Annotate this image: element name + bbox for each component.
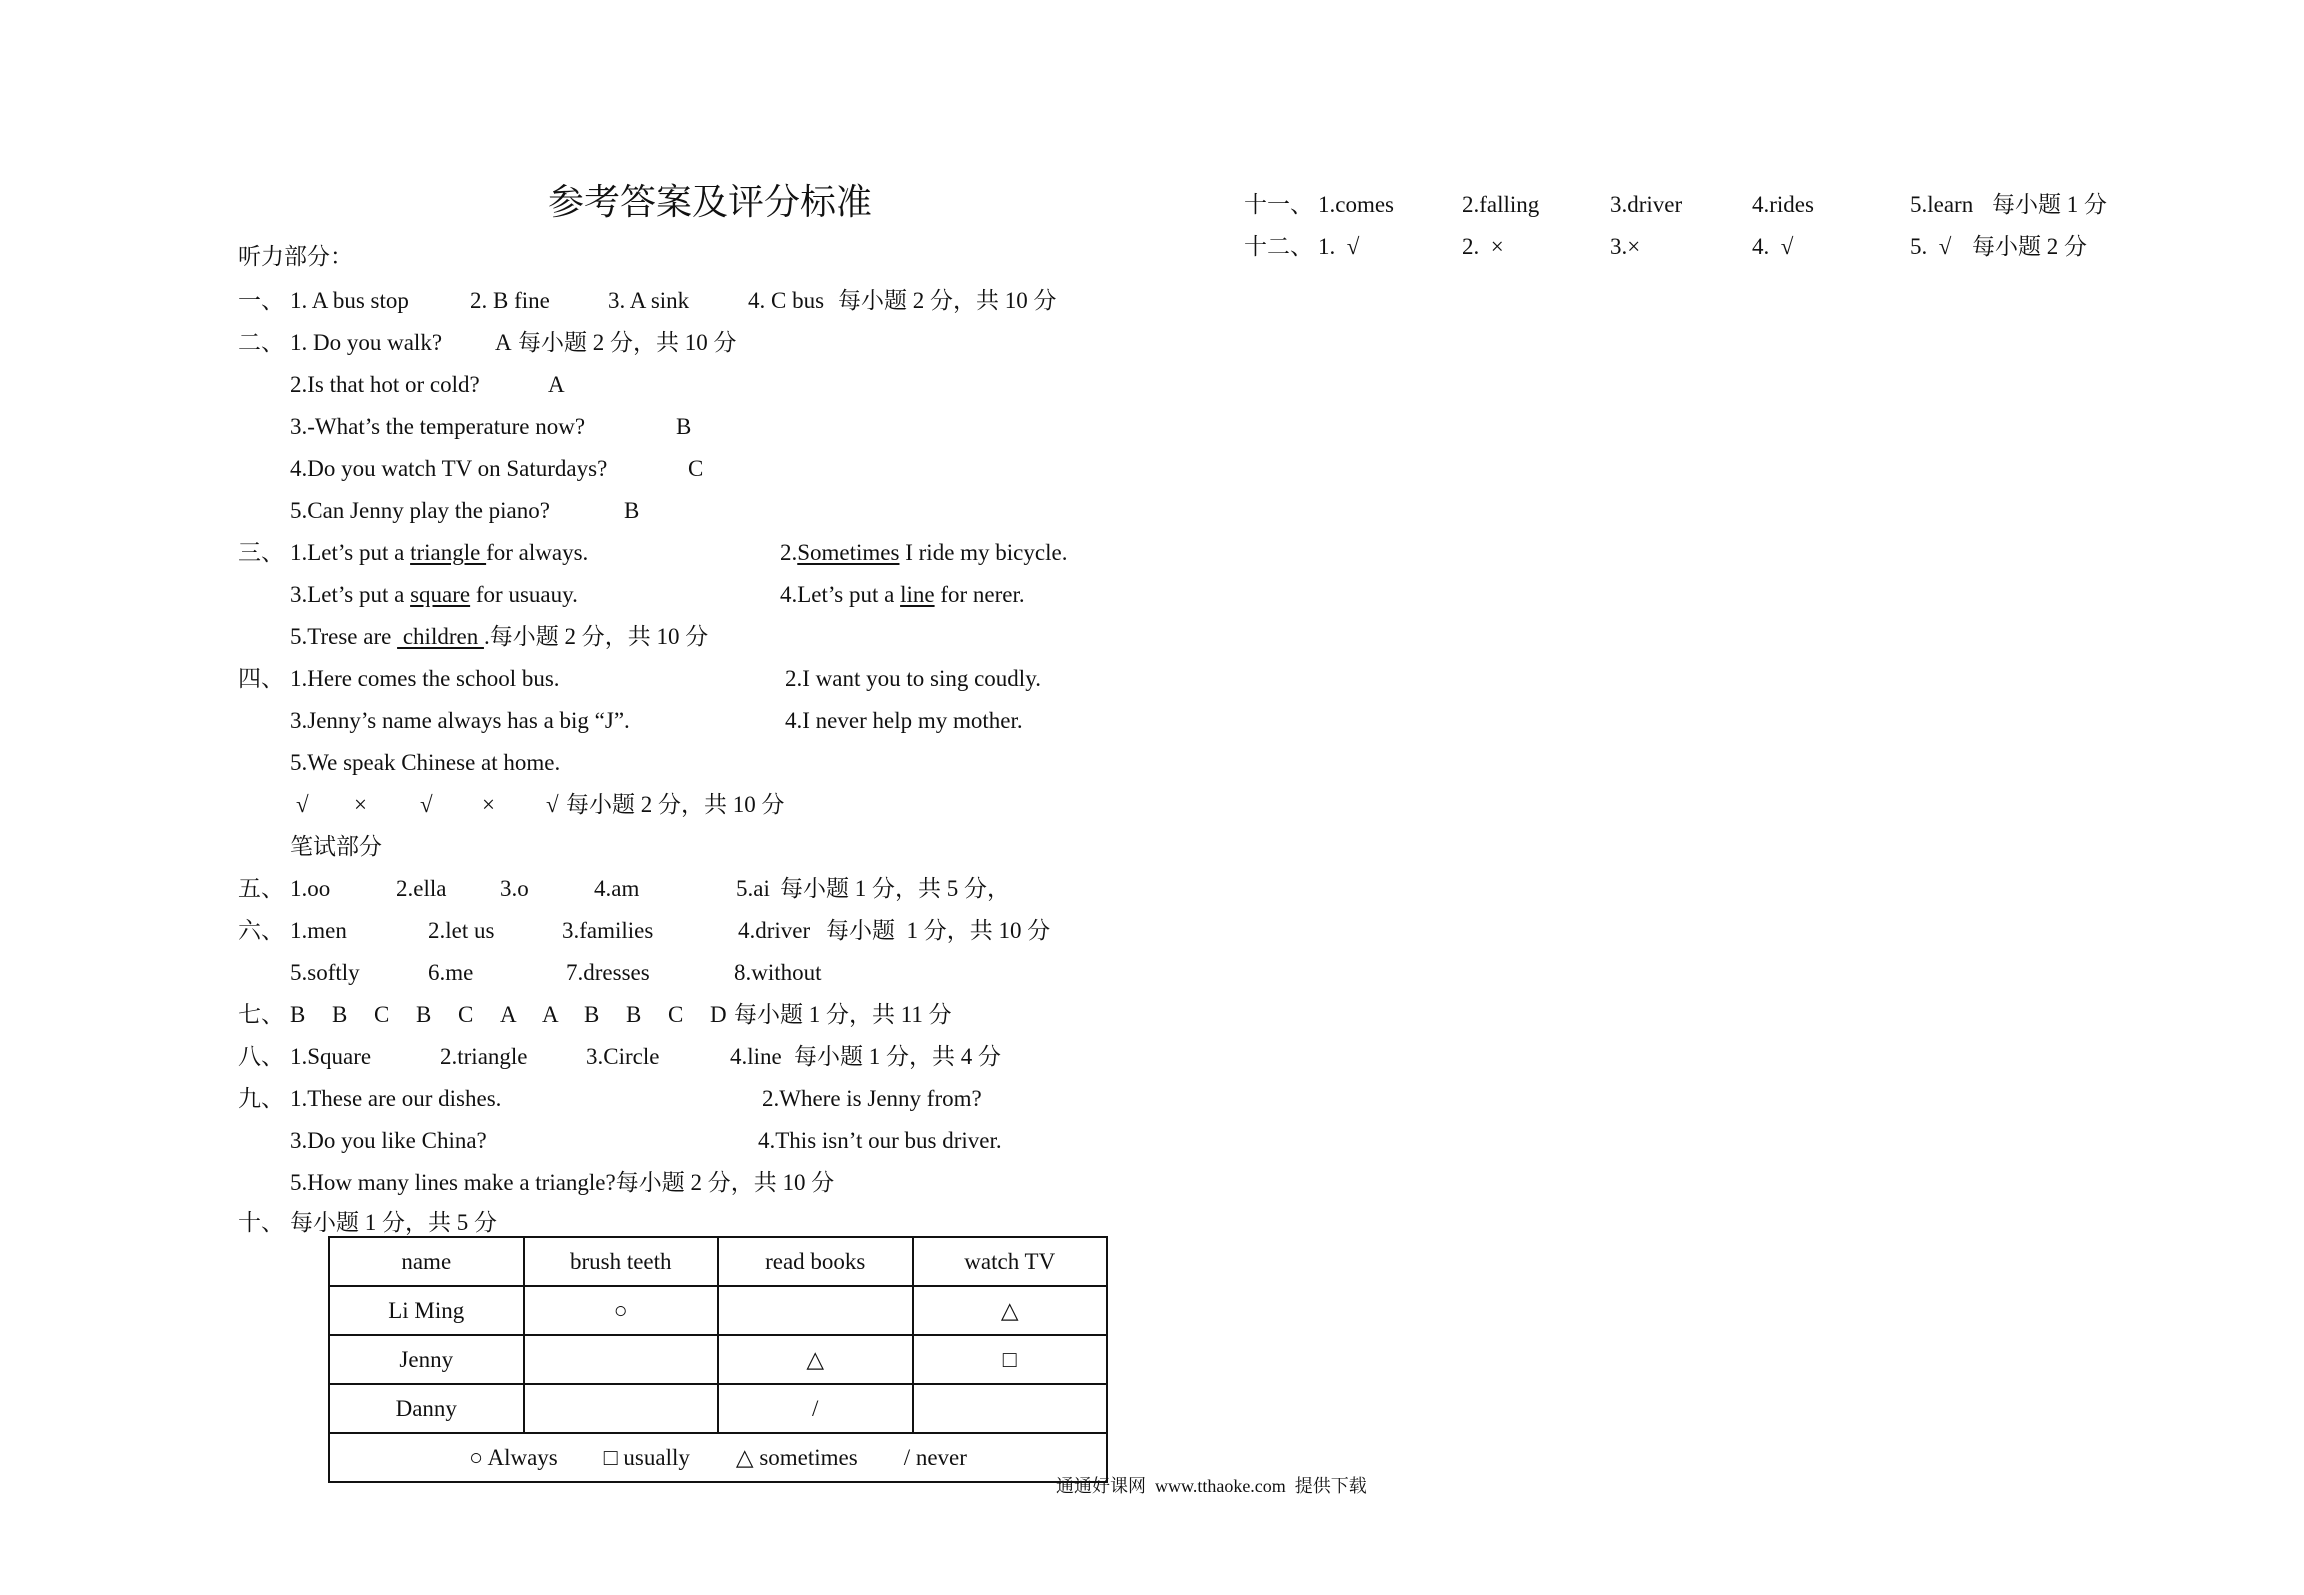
q5-item: 3.o [500,876,529,901]
table-cell [718,1286,913,1335]
q12-item: 3.× [1610,234,1641,259]
q6-item: 7.dresses [566,960,650,985]
q1-item: 1. A bus stop [290,288,409,313]
q10-label: 十、 [238,1210,284,1235]
q5-item: 1.oo [290,876,331,901]
table-row [329,1384,1107,1433]
q2-answer: B [624,498,640,523]
table-cell: ○ [524,1286,719,1335]
table-cell [524,1335,719,1384]
q1-score: 每小题 2 分，共 10 分 [838,288,1057,313]
listening-heading: 听力部分： [238,244,353,269]
table-header: read books [718,1237,913,1286]
q2-label: 二、 [238,330,284,355]
q1-item: 3. A sink [608,288,690,313]
q7-answer: A [500,1002,517,1027]
table-row [329,1286,1107,1335]
q3-answer-word: square [410,582,471,607]
table-header: name [329,1237,524,1286]
legend-text: Always [487,1444,558,1470]
q3-text: 5.Trese are [290,624,398,649]
q2-question: 5.Can Jenny play the piano? [290,498,550,523]
q7-score: 每小题 1 分，共 11 分 [734,1002,952,1027]
legend-symbol: / [903,1444,911,1470]
q4-sentence: 2.I want you to sing coudly. [785,666,1041,691]
table-legend-row [329,1433,1107,1482]
q9-sentence: 1.These are our dishes. [290,1086,502,1111]
q3-answer-word: children [397,624,484,649]
q3-answer-word: Sometimes [797,540,900,565]
q6-item: 2.let us [428,918,495,943]
footer-credit: 通通好课网 www.tthaoke.com 提供下载 [1056,1476,1367,1496]
q5-item: 2.ella [396,876,447,901]
legend-text: never [915,1444,967,1470]
q2-answer: A [548,372,565,397]
table-cell: △ [718,1335,913,1384]
q3-sentence-4 [780,580,1025,610]
q3-sentence-3 [290,580,578,610]
q4-sentence: 1.Here comes the school bus. [290,666,560,691]
legend-symbol: ○ [469,1444,483,1470]
q3-label: 三、 [238,540,284,565]
q4-label: 四、 [238,666,284,691]
q2-answer: A [495,330,512,355]
q4-mark: √ [546,792,559,817]
q7-answer: C [458,1002,474,1027]
q9-text: 5.How many lines make a triangle? [290,1170,616,1195]
q2-question: 1. Do you walk? [290,330,443,355]
q2-question: 3.-What’s the temperature now? [290,414,586,439]
q8-item: 1.Square [290,1044,372,1069]
q12-label: 十二、 [1244,234,1313,259]
q3-sentence-1 [290,538,588,568]
q1-item: 4. C bus [748,288,825,313]
q4-mark: √ [296,792,309,817]
q5-score: 每小题 1 分，共 5 分， [780,876,1010,901]
q4-mark: × [482,792,495,817]
q3-answer-word: line [900,582,935,607]
q3-answer-word: triangle [410,540,487,565]
q3-sentence-5 [290,622,708,652]
q11-item: 1.comes [1318,192,1395,217]
q1-label: 一、 [238,288,284,313]
q5-item: 5.ai [736,876,770,901]
q11-item: 4.rides [1752,192,1814,217]
q4-sentence: 3.Jenny’s name always has a big “J”. [290,708,630,733]
q1-item: 2. B fine [470,288,550,313]
q8-label: 八、 [238,1044,284,1069]
q4-sentence: 4.I never help my mother. [785,708,1023,733]
q3-text: 3.Let’s put a [290,582,411,607]
q7-answer: C [374,1002,390,1027]
table-cell: Jenny [329,1335,524,1384]
q7-answer: B [584,1002,600,1027]
q4-mark: √ [420,792,433,817]
q6-label: 六、 [238,918,284,943]
q8-item: 2.triangle [440,1044,528,1069]
q11-label: 十一、 [1244,192,1313,217]
q8-item: 3.Circle [586,1044,660,1069]
table-cell [524,1384,719,1433]
q3-text: 1.Let’s put a [290,540,411,565]
q12-item: 1. √ [1318,234,1360,259]
q6-item: 4.driver [738,918,811,943]
frequency-table [328,1236,1108,1483]
legend-text: usually [623,1444,690,1470]
table-header: brush teeth [524,1237,719,1286]
q5-item: 4.am [594,876,640,901]
q6-item: 6.me [428,960,474,985]
q4-mark: × [354,792,367,817]
q9-sentence [290,1168,834,1198]
q12-score: 每小题 2 分 [1972,234,2087,259]
q7-answer: A [542,1002,559,1027]
q3-sentence-2 [780,538,1067,568]
q9-sentence: 2.Where is Jenny from? [762,1086,982,1111]
written-heading: 笔试部分 [290,834,382,859]
q3-score: .每小题 2 分，共 10 分 [483,624,709,649]
q6-score: 每小题 1 分，共 10 分 [826,918,1051,943]
q7-answer: B [290,1002,306,1027]
q12-item: 5. √ [1910,234,1952,259]
q9-sentence: 4.This isn’t our bus driver. [758,1128,1002,1153]
q7-answer: C [668,1002,684,1027]
table-cell: □ [913,1335,1108,1384]
q7-label: 七、 [238,1002,284,1027]
q7-answer: B [416,1002,432,1027]
q12-item: 2. × [1462,234,1504,259]
q3-text: 2. [780,540,798,565]
q11-item: 5.learn [1910,192,1974,217]
legend-symbol: □ [603,1444,618,1470]
q11-item: 2.falling [1462,192,1540,217]
q8-score: 每小题 1 分，共 4 分 [794,1044,1001,1069]
q4-score: 每小题 2 分，共 10 分 [566,792,785,817]
q2-answer: B [676,414,692,439]
q11-item: 3.driver [1610,192,1683,217]
q9-label: 九、 [238,1086,284,1111]
q6-item: 3.families [562,918,654,943]
q2-question: 4.Do you watch TV on Saturdays? [290,456,608,481]
q10-score: 每小题 1 分，共 5 分 [290,1210,497,1235]
q4-sentence: 5.We speak Chinese at home. [290,750,561,775]
table-header-row [329,1237,1107,1286]
q7-answer: B [332,1002,348,1027]
table-cell: / [718,1384,913,1433]
q3-text: for usuauy. [470,582,578,607]
q11-score: 每小题 1 分 [1992,192,2107,217]
q2-answer: C [688,456,704,481]
q3-text: for nerer. [934,582,1025,607]
q2-question: 2.Is that hot or cold? [290,372,480,397]
q6-item: 1.men [290,918,347,943]
q9-score: 每小题 2 分，共 10 分 [615,1170,835,1195]
q3-text: I ride my bicycle. [899,540,1068,565]
table-cell [913,1384,1108,1433]
q7-answer: B [626,1002,642,1027]
table-cell: Danny [329,1384,524,1433]
q9-sentence: 3.Do you like China? [290,1128,487,1153]
q3-text: for always. [486,540,589,565]
page-title: 参考答案及评分标准 [548,182,873,222]
q5-label: 五、 [238,876,284,901]
q2-score: 每小题 2 分，共 10 分 [518,330,737,355]
q6-item: 8.without [734,960,822,985]
q6-item: 5.softly [290,960,360,985]
table-cell: Li Ming [329,1286,524,1335]
q8-item: 4.line [730,1044,782,1069]
table-row [329,1335,1107,1384]
legend-text: sometimes [759,1444,858,1470]
q3-text: 4.Let’s put a [780,582,901,607]
q12-item: 4. √ [1752,234,1794,259]
q7-answer: D [710,1002,727,1027]
legend-symbol: △ [735,1444,754,1470]
table-legend [329,1433,1107,1482]
table-header: watch TV [913,1237,1108,1286]
table-cell: △ [913,1286,1108,1335]
